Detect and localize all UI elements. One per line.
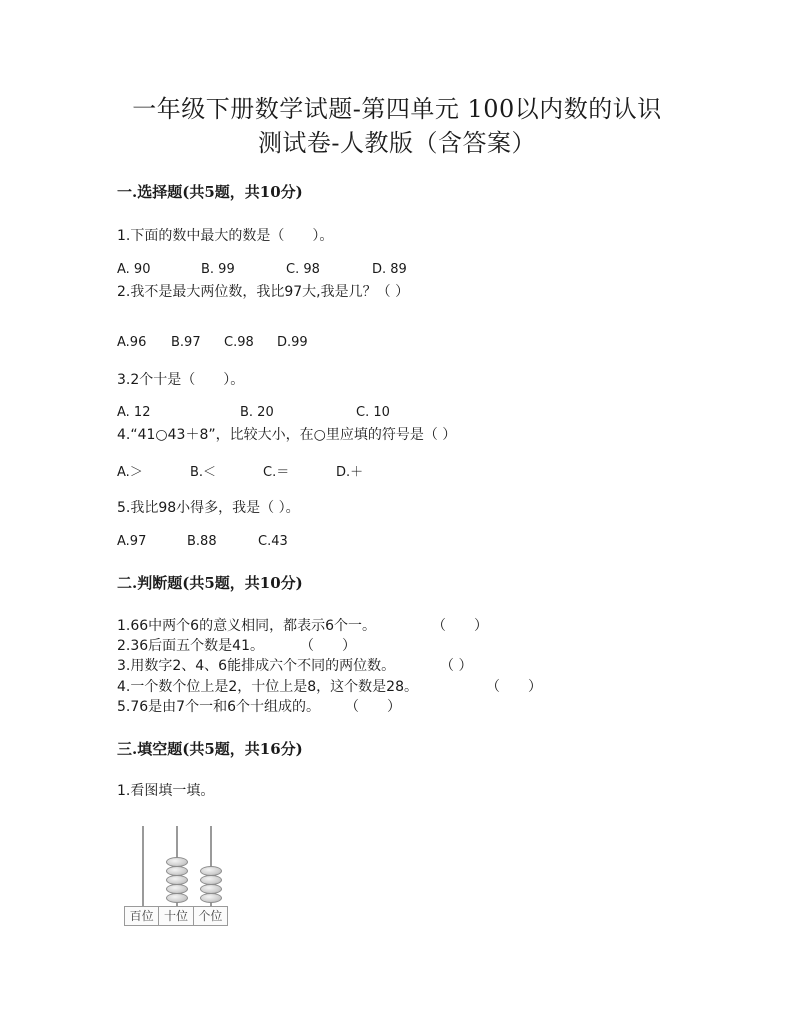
option-d: D. 89 (372, 262, 407, 277)
option-a: A.＞ (117, 465, 143, 480)
judge-item-text: 1.66中两个6的意义相同，都表示6个一。 (117, 618, 376, 634)
question-text: 2.我不是最大两位数，我比97大,我是几？（ ） (117, 284, 410, 300)
abacus-bead (166, 884, 188, 894)
option-c: C. 10 (356, 405, 390, 420)
section-heading-choice: 一.选择题(共5题，共10分) (117, 183, 303, 201)
option-a: A. 90 (117, 262, 151, 277)
answer-paren[interactable]: （ ） (300, 638, 356, 654)
option-b: B.＜ (190, 465, 217, 480)
abacus-rod (142, 826, 144, 906)
option-b: B. 20 (240, 405, 274, 420)
option-c: C.43 (258, 534, 288, 549)
option-c: C. 98 (286, 262, 320, 277)
option-b: B. 99 (201, 262, 235, 277)
option-a: A. 12 (117, 405, 151, 420)
abacus-bead (200, 875, 222, 885)
answer-paren[interactable]: （ ） (432, 618, 488, 634)
abacus-place-labels (124, 906, 228, 926)
option-a: A.97 (117, 534, 147, 549)
place-label-tens: 十位 (159, 907, 193, 925)
judge-item-text: 5.76是由7个一和6个十组成的。 (117, 699, 320, 715)
abacus-bead (200, 884, 222, 894)
option-d: D.99 (277, 335, 308, 350)
page-title-line1: 一年级下册数学试题-第四单元 100以内数的认识 (132, 95, 662, 123)
section-heading-judge: 二.判断题(共5题，共10分) (117, 574, 303, 592)
place-label-hundreds: 百位 (125, 907, 159, 925)
question-text: 3.2个十是（ ）。 (117, 372, 245, 388)
judge-item-text: 4.一个数个位上是2，十位上是8，这个数是28。 (117, 679, 418, 695)
question-text: 1.看图填一填。 (117, 783, 215, 799)
answer-paren[interactable]: （ ） (440, 658, 473, 674)
abacus-bead (200, 893, 222, 903)
answer-paren[interactable]: （ ） (345, 699, 401, 715)
answer-paren[interactable]: （ ） (486, 679, 542, 695)
abacus-bead (166, 866, 188, 876)
question-text: 5.我比98小得多，我是（ ）。 (117, 500, 300, 516)
abacus-bead (166, 857, 188, 867)
page-title-line2: 测试卷-人教版（含答案） (257, 129, 537, 157)
judge-item-text: 2.36后面五个数是41。 (117, 638, 264, 654)
option-b: B.88 (187, 534, 217, 549)
judge-item-text: 3.用数字2、4、6能排成六个不同的两位数。 (117, 658, 396, 674)
section-heading-fill: 三.填空题(共5题，共16分) (117, 740, 303, 758)
place-label-ones: 个位 (198, 909, 223, 923)
abacus-figure (124, 826, 228, 928)
option-c: C.98 (224, 335, 254, 350)
abacus-bead (200, 866, 222, 876)
abacus-bead (166, 875, 188, 885)
question-text: 4.“41○43＋8”，比较大小，在○里应填的符号是（ ） (117, 427, 457, 443)
question-text: 1.下面的数中最大的数是（ ）。 (117, 228, 334, 244)
abacus-bead (166, 893, 188, 903)
option-c: C.＝ (263, 465, 290, 480)
option-d: D.＋ (336, 465, 364, 480)
option-a: A.96 (117, 335, 147, 350)
option-b: B.97 (171, 335, 201, 350)
